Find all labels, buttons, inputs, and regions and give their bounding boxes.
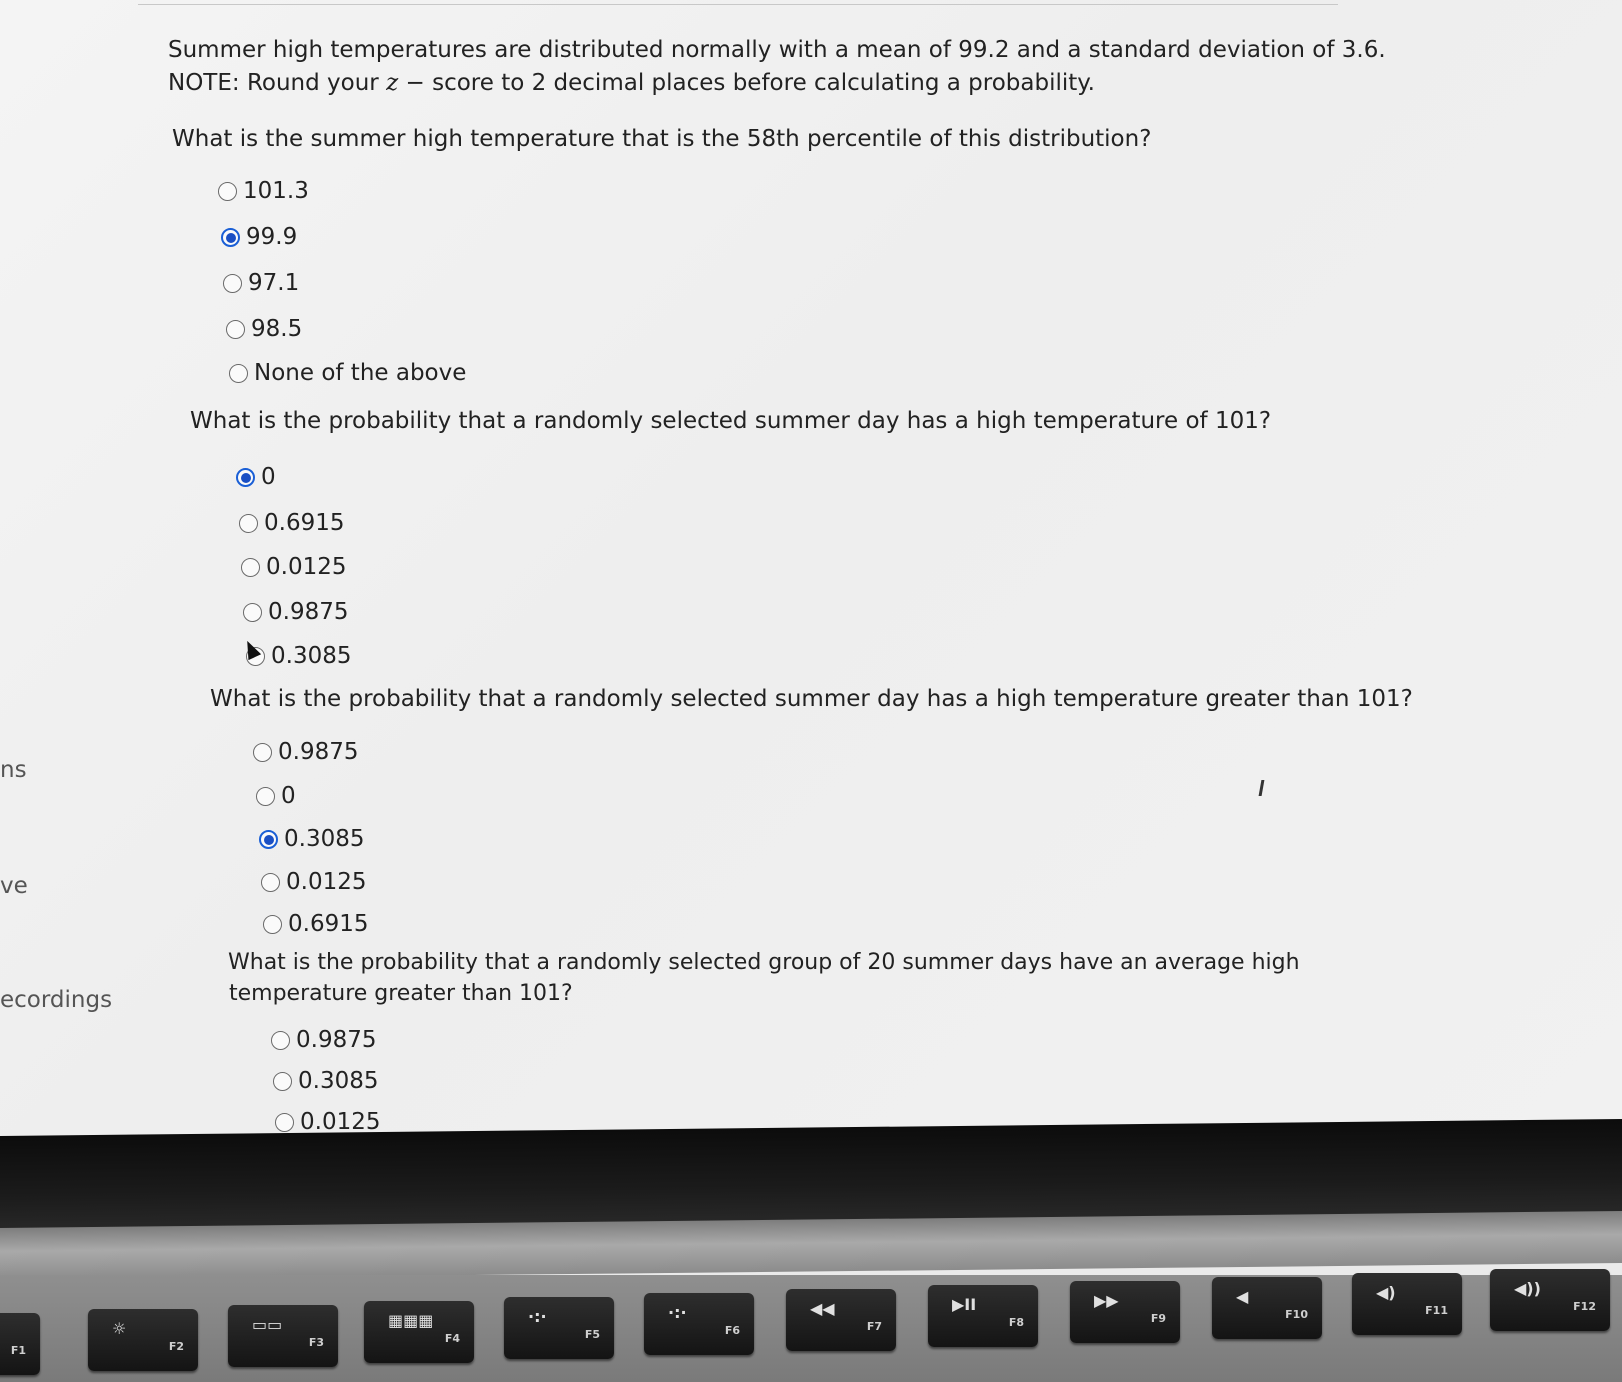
- question-4-text-line1: What is the probability that a randomly selected group of 20 summer days have an average high: [228, 950, 1300, 975]
- option-label: 0.0125: [286, 869, 367, 895]
- radio-button[interactable]: [253, 743, 272, 762]
- q4-option-1[interactable]: [271, 1025, 376, 1055]
- radio-button[interactable]: [271, 1031, 290, 1050]
- key-f7[interactable]: ◀◀ F7: [786, 1289, 896, 1351]
- radio-button[interactable]: [229, 364, 248, 383]
- option-label: None of the above: [254, 360, 467, 386]
- rewind-icon: ◀◀: [810, 1299, 835, 1318]
- keyboard-light-down-icon: ·:·: [528, 1307, 547, 1326]
- key-f2[interactable]: ☼ F2: [88, 1309, 198, 1371]
- radio-button[interactable]: [263, 915, 282, 934]
- radio-button[interactable]: [239, 514, 258, 533]
- radio-button-selected[interactable]: [236, 468, 255, 487]
- q3-option-5[interactable]: [263, 909, 368, 939]
- option-label: 0.9875: [296, 1027, 377, 1053]
- q3-option-4[interactable]: [261, 867, 366, 897]
- fast-forward-icon: ▶▶: [1094, 1291, 1119, 1310]
- keyboard: [0, 1275, 1622, 1382]
- radio-button[interactable]: [241, 558, 260, 577]
- option-label: 0.3085: [284, 826, 365, 852]
- question-3-text: What is the probability that a randomly selected summer day has a high temperature greater than 101?: [210, 686, 1413, 712]
- q3-option-2[interactable]: [256, 781, 296, 811]
- key-f12[interactable]: ◀)) F12: [1490, 1269, 1610, 1331]
- q3-option-1[interactable]: [253, 737, 358, 767]
- note-prefix: NOTE: Round your: [168, 70, 387, 96]
- key-f6[interactable]: ·:· F6: [644, 1293, 754, 1355]
- key-f11[interactable]: ◀) F11: [1352, 1273, 1462, 1335]
- z-variable: z: [386, 70, 399, 96]
- q4-option-2[interactable]: [273, 1066, 378, 1096]
- option-label: 97.1: [248, 270, 300, 296]
- key-f1[interactable]: F1: [0, 1313, 40, 1375]
- stray-mark: [1259, 780, 1265, 796]
- mute-icon: ◀: [1236, 1287, 1249, 1306]
- launchpad-icon: ▦▦▦: [388, 1311, 434, 1330]
- radio-button[interactable]: [218, 182, 237, 201]
- radio-button[interactable]: [223, 274, 242, 293]
- option-label: 0.9875: [268, 599, 349, 625]
- radio-button[interactable]: [261, 873, 280, 892]
- q2-option-1[interactable]: [236, 462, 276, 492]
- brightness-icon: ☼: [112, 1319, 127, 1338]
- option-label: 0.9875: [278, 739, 359, 765]
- sidebar-item-recordings[interactable]: ecordings: [0, 987, 113, 1013]
- question-2-text: What is the probability that a randomly selected summer day has a high temperature of 101?: [190, 408, 1272, 434]
- sidebar-item-ns[interactable]: ns: [0, 757, 27, 783]
- key-f3[interactable]: ▭▭ F3: [228, 1305, 338, 1367]
- sidebar-item-ve[interactable]: ve: [0, 873, 28, 899]
- q3-option-3[interactable]: [259, 824, 364, 854]
- radio-button-selected[interactable]: [259, 830, 278, 849]
- keyboard-light-up-icon: ·:·: [668, 1303, 687, 1322]
- option-label: 0: [281, 783, 296, 809]
- mission-control-icon: ▭▭: [252, 1315, 283, 1334]
- option-label: 0.3085: [298, 1068, 379, 1094]
- volume-down-icon: ◀): [1376, 1283, 1396, 1302]
- radio-button[interactable]: [226, 320, 245, 339]
- q1-option-5[interactable]: [229, 358, 466, 388]
- radio-button[interactable]: [275, 1113, 294, 1132]
- volume-up-icon: ◀)): [1514, 1279, 1541, 1298]
- key-f10[interactable]: ◀ F10: [1212, 1277, 1322, 1339]
- radio-button[interactable]: [256, 787, 275, 806]
- radio-button-selected[interactable]: [221, 228, 240, 247]
- divider: [138, 4, 1338, 5]
- q1-option-4[interactable]: [226, 314, 302, 344]
- note-suffix: − score to 2 decimal places before calculating a probability.: [398, 70, 1095, 96]
- radio-button[interactable]: [243, 603, 262, 622]
- option-label: 0: [261, 464, 276, 490]
- option-label: 0.6915: [264, 510, 345, 536]
- option-label: 0.0125: [266, 554, 347, 580]
- key-f9[interactable]: ▶▶ F9: [1070, 1281, 1180, 1343]
- question-1-text: What is the summer high temperature that is the 58th percentile of this distribution?: [172, 126, 1152, 152]
- q2-option-4[interactable]: [243, 597, 348, 627]
- q1-option-2[interactable]: [221, 222, 297, 252]
- key-f5[interactable]: ·:· F5: [504, 1297, 614, 1359]
- option-label: 101.3: [243, 178, 309, 204]
- q1-option-1[interactable]: [218, 176, 309, 206]
- q1-option-3[interactable]: [223, 268, 299, 298]
- play-pause-icon: ▶II: [952, 1295, 977, 1314]
- key-f4[interactable]: ▦▦▦ F4: [364, 1301, 474, 1363]
- option-label: 0.6915: [288, 911, 369, 937]
- option-label: 99.9: [246, 224, 298, 250]
- option-label: 0.3085: [271, 643, 352, 669]
- note-text: [168, 70, 1095, 96]
- problem-statement: Summer high temperatures are distributed normally with a mean of 99.2 and a standard deviation of 3.6.: [168, 37, 1386, 63]
- radio-button[interactable]: [273, 1072, 292, 1091]
- q2-option-5[interactable]: [246, 641, 351, 671]
- option-label: 98.5: [251, 316, 303, 342]
- key-f8[interactable]: ▶II F8: [928, 1285, 1038, 1347]
- question-4-text-line2: temperature greater than 101?: [229, 981, 573, 1006]
- option-label: 0.0125: [300, 1109, 381, 1135]
- q2-option-3[interactable]: [241, 552, 346, 582]
- q2-option-2[interactable]: [239, 508, 344, 538]
